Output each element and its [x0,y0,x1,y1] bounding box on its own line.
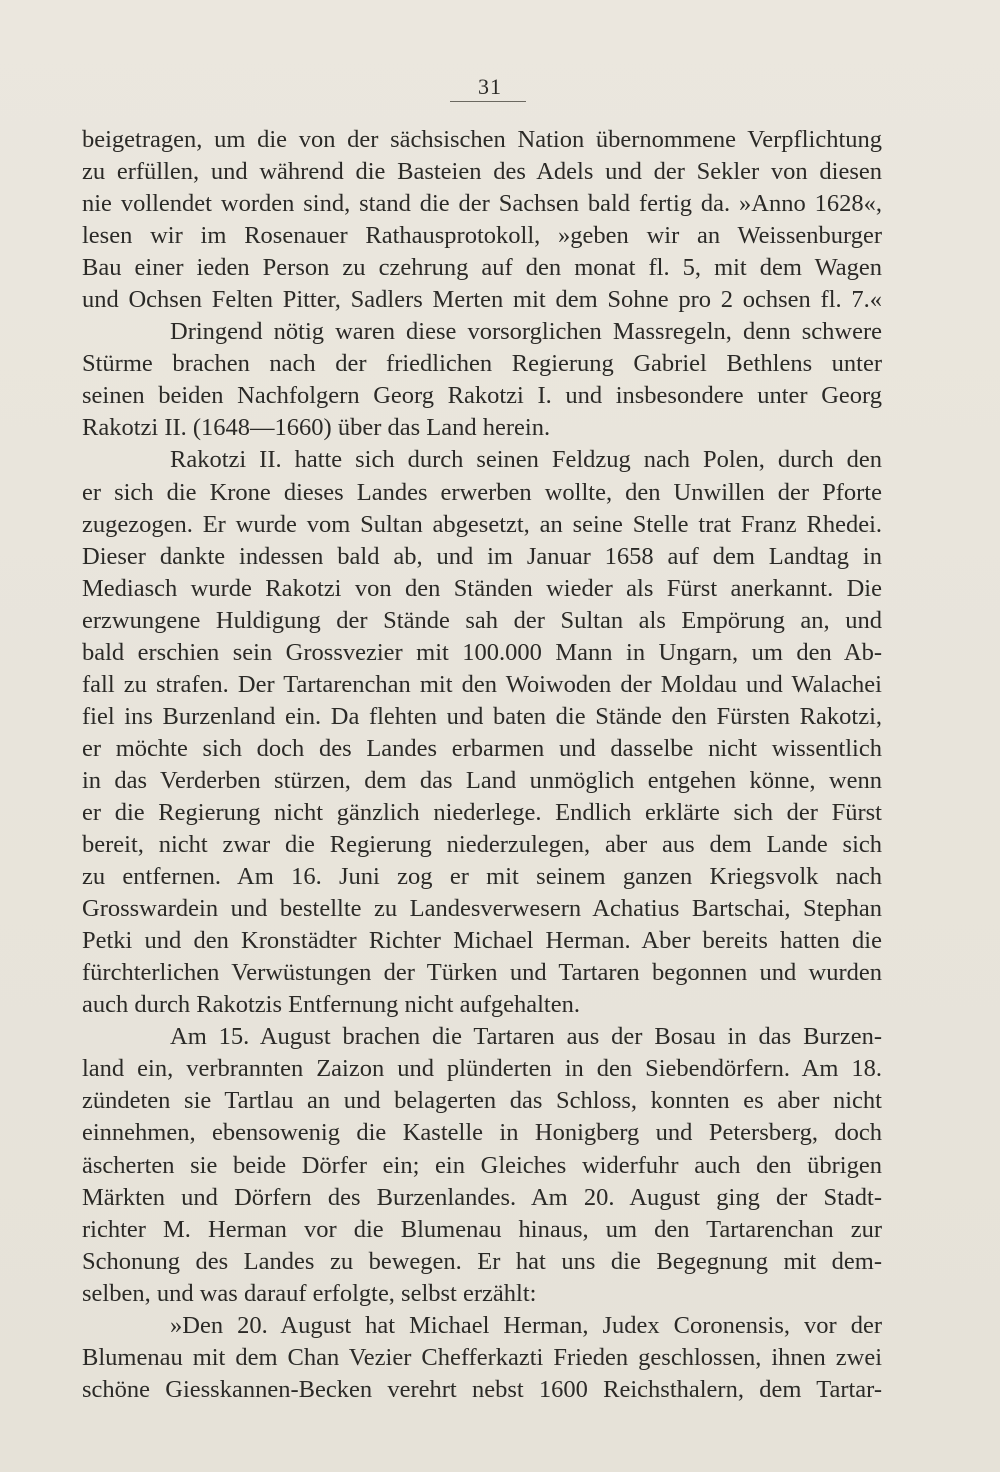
text-line: Stürme brachen nach der friedlichen Regierung Gabriel Bethlens unter [82,350,882,378]
text-line: bereit, nicht zwar die Regierung niederzulegen, aber aus dem Lande sich [82,831,882,859]
text-line: einnehmen, ebensowenig die Kastelle in Honigberg und Petersberg, doch [82,1119,882,1147]
text-line: nie vollendet worden sind, stand die der Sachsen bald fertig da. »Anno 1628«, [82,190,882,218]
text-line: Am 15. August brachen die Tartaren aus der Bosau in das Burzen- [170,1023,882,1051]
text-line: Grosswardein und bestellte zu Landesverwesern Achatius Bartschai, Stephan [82,895,882,923]
page-number-rule [450,101,526,102]
text-line: Rakotzi II. (1648—1660) über das Land herein. [82,414,551,442]
text-line: zu entfernen. Am 16. Juni zog er mit seinem ganzen Kriegsvolk nach [82,863,882,891]
text-line: fall zu strafen. Der Tartarenchan mit den Woiwoden der Moldau und Walachei [82,670,882,698]
text-line: fürchterlichen Verwüstungen der Türken und Tartaren begonnen und wurden [82,959,882,987]
text-line: selben, und was darauf erfolgte, selbst erzählt: [82,1279,537,1307]
text-line: lesen wir im Rosenauer Rathausprotokoll, »geben wir an Weissenburger [82,222,882,250]
text-line: in das Verderben stürzen, dem das Land unmöglich entgehen könne, wenn [82,766,882,794]
text-line: fiel ins Burzenland ein. Da flehten und baten die Stände den Fürsten Rakotzi, [82,702,882,730]
text-line: Bau einer ieden Person zu czehrung auf den monat fl. 5, mit dem Wagen [82,254,882,282]
text-line: richter M. Herman vor die Blumenau hinaus, um den Tartarenchan zur [82,1215,882,1243]
text-line: land ein, verbrannten Zaizon und plünderten in den Siebendörfern. Am 18. [82,1055,882,1083]
body-text [82,124,882,1406]
text-line: und Ochsen Felten Pitter, Sadlers Merten mit dem Sohne pro 2 ochsen fl. 7.« [82,286,882,314]
text-line: er die Regierung nicht gänzlich niederlege. Endlich erklärte sich der Fürst [82,798,882,826]
text-line: bald erschien sein Grossvezier mit 100.000 Mann in Ungarn, um den Ab- [82,638,882,666]
text-line: zündeten sie Tartlau an und belagerten das Schloss, konnten es aber nicht [82,1087,882,1115]
text-line: seinen beiden Nachfolgern Georg Rakotzi I. und insbesondere unter Georg [82,382,882,410]
text-line: zugezogen. Er wurde vom Sultan abgesetzt, an seine Stelle trat Franz Rhedei. [82,510,882,538]
text-line: er möchte sich doch des Landes erbarmen und dasselbe nicht wissentlich [82,734,882,762]
text-line: er sich die Krone dieses Landes erwerben wollte, den Unwillen der Pforte [82,478,882,506]
text-line: Petki und den Kronstädter Richter Michael Herman. Aber bereits hatten die [82,927,882,955]
text-line: beigetragen, um die von der sächsischen Nation übernommene Verpflichtung [82,126,882,153]
text-line: »Den 20. August hat Michael Herman, Judex Coronensis, vor der [170,1311,882,1339]
text-line: Blumenau mit dem Chan Vezier Chefferkazti Frieden geschlossen, ihnen zwei [82,1343,882,1371]
text-line: Schonung des Landes zu bewegen. Er hat uns die Begegnung mit dem- [82,1247,882,1275]
text-line: erzwungene Huldigung der Stände sah der Sultan als Empörung an, und [82,606,882,634]
text-line: Dringend nötig waren diese vorsorglichen Massregeln, denn schwere [170,318,882,346]
text-line: Dieser dankte indessen bald ab, und im Januar 1658 auf dem Landtag in [82,542,882,570]
text-line: schöne Giesskannen-Becken verehrt nebst 1600 Reichsthalern, dem Tartar- [82,1375,882,1403]
text-line: Märkten und Dörfern des Burzenlandes. Am 20. August ging der Stadt- [82,1183,882,1211]
page-number: 31 [478,74,502,99]
text-line: äscherten sie beide Dörfer ein; ein Gleiches widerfuhr auch den übrigen [82,1151,882,1179]
text-line: zu erfüllen, und während die Basteien des Adels und der Sekler von diesen [82,158,882,186]
text-line: Rakotzi II. hatte sich durch seinen Feldzug nach Polen, durch den [170,446,882,474]
text-line: auch durch Rakotzis Entfernung nicht aufgehalten. [82,991,580,1019]
text-line: Mediasch wurde Rakotzi von den Ständen wieder als Fürst anerkannt. Die [82,574,882,602]
